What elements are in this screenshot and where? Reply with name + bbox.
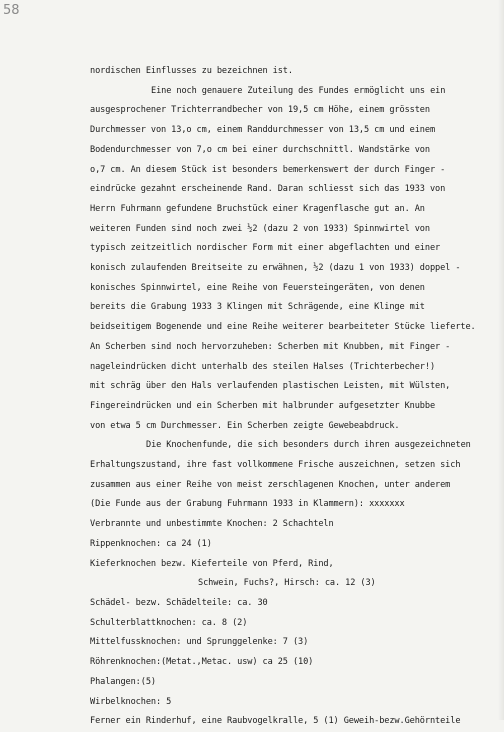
text-line: (Die Funde aus der Grabung Fuhrmann 1933 in Klammern): xxxxxxx bbox=[90, 499, 405, 510]
text-line: typisch zeitzeitlich nordischer Form mit einer abgeflachten und einer bbox=[90, 243, 441, 254]
text-line: Fingereindrücken und ein Scherben mit halbrunder aufgesetzter Knubbe bbox=[90, 400, 436, 411]
text-line: weiteren Funden sind noch zwei ½2 (dazu 2 von 1933) Spinnwirtel von bbox=[90, 223, 430, 234]
text-line: Ferner ein Rinderhuf, eine Raubvogelkralle, 5 (1) Geweih-bezw.Gehörnteile bbox=[90, 716, 461, 727]
text-line: nageleindrücken dicht unterhalb des steilen Halses (Trichterbecher!) bbox=[90, 361, 436, 372]
text-line: Röhrenknochen:(Metat.,Metac. usw) ca 25 (10) bbox=[90, 657, 314, 668]
page-number: 58 bbox=[3, 3, 20, 18]
text-line: Schwein, Fuchs?, Hirsch: ca. 12 (3) bbox=[198, 578, 376, 589]
text-line: Phalangen:(5) bbox=[90, 676, 156, 687]
text-line: konisch zulaufenden Breitseite zu erwähnen, ½2 (dazu 1 von 1933) doppel - bbox=[90, 263, 461, 274]
text-line: mit schräg über den Hals verlaufenden plastischen Leisten, mit Wülsten, bbox=[90, 381, 451, 392]
text-line: Wirbelknochen: 5 bbox=[90, 696, 172, 707]
text-line: beidseitigem Bogenende und eine Reihe weiterer bearbeiteter Stücke lieferte. bbox=[90, 322, 476, 333]
text-line: Rippenknochen: ca 24 (1) bbox=[90, 538, 212, 549]
text-line: Kieferknochen bezw. Kieferteile von Pferd, Rind, bbox=[90, 558, 334, 569]
text-line: Eine noch genauere Zuteilung des Fundes ermöglicht uns ein bbox=[151, 85, 446, 96]
text-line: Die Knochenfunde, die sich besonders durch ihren ausgezeichneten bbox=[146, 440, 471, 451]
text-line: Schulterblattknochen: ca. 8 (2) bbox=[90, 617, 248, 628]
text-line: bereits die Grabung 1933 3 Klingen mit Schrägende, eine Klinge mit bbox=[90, 302, 425, 313]
text-line: eindrücke gezahnt erscheinende Rand. Daran schliesst sich das 1933 von bbox=[90, 184, 446, 195]
text-line: Bodendurchmesser von 7,o cm bei einer durchschnittl. Wandstärke von bbox=[90, 144, 430, 155]
text-line: Mittelfussknochen: und Sprunggelenke: 7 (3) bbox=[90, 637, 309, 648]
text-line: An Scherben sind noch hervorzuheben: Scherben mit Knubben, mit Finger - bbox=[90, 341, 451, 352]
text-line: zusammen aus einer Reihe von meist zerschlagenen Knochen, unter anderem bbox=[90, 479, 451, 490]
typewritten-text bbox=[90, 62, 500, 732]
text-line: ausgesprochener Trichterrandbecher von 19,5 cm Höhe, einem grössten bbox=[90, 105, 430, 116]
text-line: konisches Spinnwirtel, eine Reihe von Feuersteingeräten, von denen bbox=[90, 282, 425, 293]
text-line: von etwa 5 cm Durchmesser. Ein Scherben zeigte Gewebeabdruck. bbox=[90, 420, 400, 431]
text-line: o,7 cm. An diesem Stück ist besonders bemerkenswert der durch Finger - bbox=[90, 164, 446, 175]
text-line: Durchmesser von 13,o cm, einem Randdurchmesser von 13,5 cm und einem bbox=[90, 125, 436, 136]
text-line: Schädel- bezw. Schädelteile: ca. 30 bbox=[90, 597, 268, 608]
text-line: nordischen Einflusses zu bezeichnen ist. bbox=[90, 66, 293, 76]
text-line: Herrn Fuhrmann gefundene Bruchstück einer Kragenflasche gut an. An bbox=[90, 203, 425, 214]
text-line: Verbrannte und unbestimmte Knochen: 2 Schachteln bbox=[90, 519, 334, 530]
text-line: Erhaltungszustand, ihre fast vollkommene Frische auszeichnen, setzen sich bbox=[90, 460, 461, 471]
page-edge-shadow bbox=[498, 0, 504, 720]
